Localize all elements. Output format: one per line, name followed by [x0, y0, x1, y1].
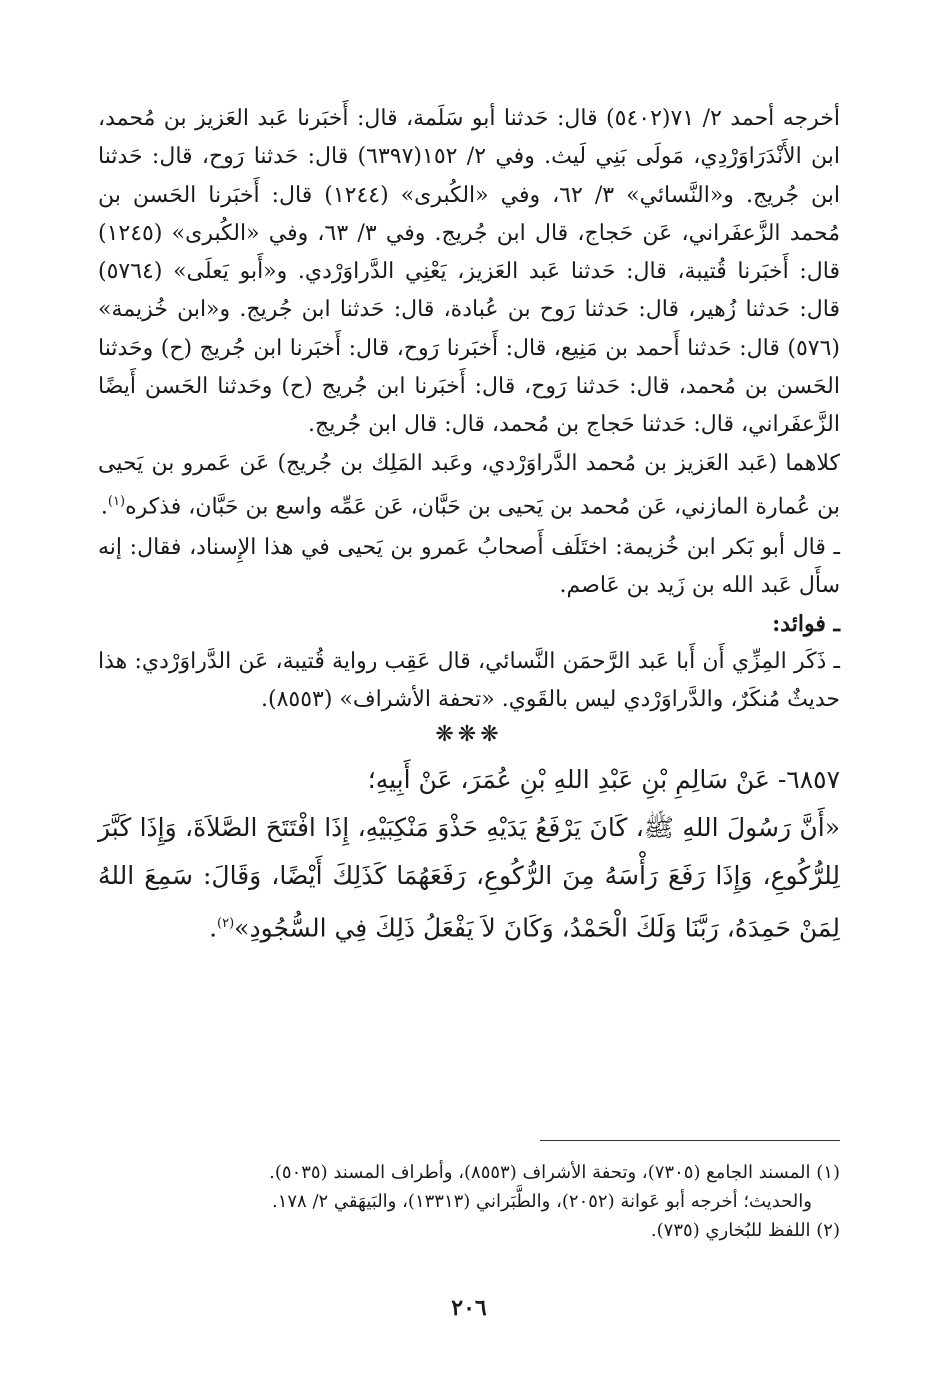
chain-summary-paragraph — [98, 445, 840, 527]
benefits-paragraph: ـ ذَكَر المِزِّي أَن أَبا عَبد الرَّحمَن النَّسائي، قال عَقِب رواية قُتيبة، عَن الدَّراوَرْدي: هذا حديثٌ مُنكَرٌ، والدَّراوَرْدي ليس بالقَوي. «تحفة الأشراف» (٨٥٥٣). — [98, 649, 840, 713]
hadith-isnad: ٦٨٥٧- عَنْ سَالِمِ بْنِ عَبْدِ اللهِ بْنِ عُمَرَ، عَنْ أَبِيهِ؛ — [367, 764, 840, 794]
footnote-ref-2[interactable]: (٢) — [217, 915, 235, 931]
hadith-matn-end: . — [209, 913, 218, 943]
footnote-1-line-1: (١) المسند الجامع (٧٣٠٥)، وتحفة الأشراف (٨٥٥٣)، وأطراف المسند (٥٠٣٥). — [269, 1162, 840, 1183]
footnote-1-line-2: والحديث؛ أخرجه أبو عَوانة (٢٠٥٢)، والطَّبَراني (١٣٣١٣)، والبَيهَقي ٢/ ١٧٨. — [271, 1191, 812, 1212]
ibn-khuzayma-note: ـ قال أبو بَكر ابن خُزيمة: اختَلَف أَصحابُ عَمرو بن يَحيى في هذا الإِسناد، فقال: إنه سأَل عَبد الله بن زَيد بن عَاصم. — [98, 534, 840, 598]
footnote-2: (٢) اللفظ للبُخاري (٧٣٥). — [650, 1220, 840, 1241]
hadith-matn — [98, 804, 840, 952]
page-number: ٢٠٦ — [451, 1295, 487, 1321]
chain-summary-text: كلاهما (عَبد العَزيز بن مُحمد الدَّراوَرْدي، وعَبد المَلِك بن جُريج) عَن عَمرو بن يَحيى بن عُمارة المازني، عَن مُحمد بن يَحيى بن حَبَّان، عَن عَمِّه واسع بن حَبَّان، فذكره — [98, 450, 840, 520]
footnote-ref-1[interactable]: (١) — [107, 493, 126, 509]
footnote-divider — [540, 1140, 840, 1141]
hadith-matn-text: «أَنَّ رَسُولَ اللهِ ﷺ، كَانَ يَرْفَعُ يَدَيْهِ حَذْوَ مَنْكِبَيْهِ، إِذَا افْتَتَحَ الصَّلاَةَ، وَإِذَا كَبَّرَ لِلرُّكُوعِ، وَإِذَا رَفَعَ رَأْسَهُ مِنَ الرُّكُوعِ، رَفَعَهُمَا كَذَلِكَ أَيْضًا، وَقَالَ: سَمِعَ اللهُ لِمَنْ حَمِدَهُ، رَبَّنَا وَلَكَ الْحَمْدُ، وَكَانَ لاَ يَفْعَلُ ذَلِكَ فِي السُّجُودِ» — [98, 812, 840, 943]
section-separator: ❋❋❋ — [435, 721, 503, 747]
footnotes — [98, 1158, 840, 1245]
book-page — [98, 100, 840, 1344]
takhrij-paragraph: أخرجه أحمد ٢/ ٧١(٥٤٠٢) قال: حَدثنا أبو سَلَمة، قال: أَخبَرنا عَبد العَزيز بن مُحمد، ابن الأَنْدَرَاوَرْدِي، مَولَى بَنِي لَيث. وفي ٢/ ١٥٢(٦٣٩٧) قال: حَدثنا رَوح، قال: حَدثنا ابن جُريج. و«النَّسائي» ٣/ ٦٢، وفي «الكُبرى» (١٢٤٤) قال: أَخبَرنا الحَسن بن مُحمد الزَّعفَراني، عَن حَجاج، قال ابن جُريج. وفي ٣/ ٦٣، وفي «الكُبرى» (١٢٤٥) قال: أَخبَرنا قُتيبة، قال: حَدثنا عَبد العَزيز، يَعْنِي الدَّراوَرْدي. و«أَبو يَعلَى» (٥٧٦٤) قال: حَدثنا زُهير، قال: حَدثنا رَوح بن عُبادة، قال: حَدثنا ابن جُريج. و«ابن خُزيمة» (٥٧٦) قال: حَدثنا أَحمد بن مَنِيع، قال: أَخبَرنا رَوح، قال: أَخبَرنا ابن جُريج (ح) وحَدثنا الحَسن بن مُحمد، قال: حَدثنا رَوح، قال: أَخبَرنا ابن جُريج (ح) وحَدثنا الحَسن أَيضًا الزَّعفَراني، قال: حَدثنا حَجاج بن مُحمد، قال: قال ابن جُريج. — [98, 106, 841, 438]
chain-summary-end: . — [100, 494, 108, 520]
benefits-heading: ـ فوائد: — [772, 611, 840, 638]
